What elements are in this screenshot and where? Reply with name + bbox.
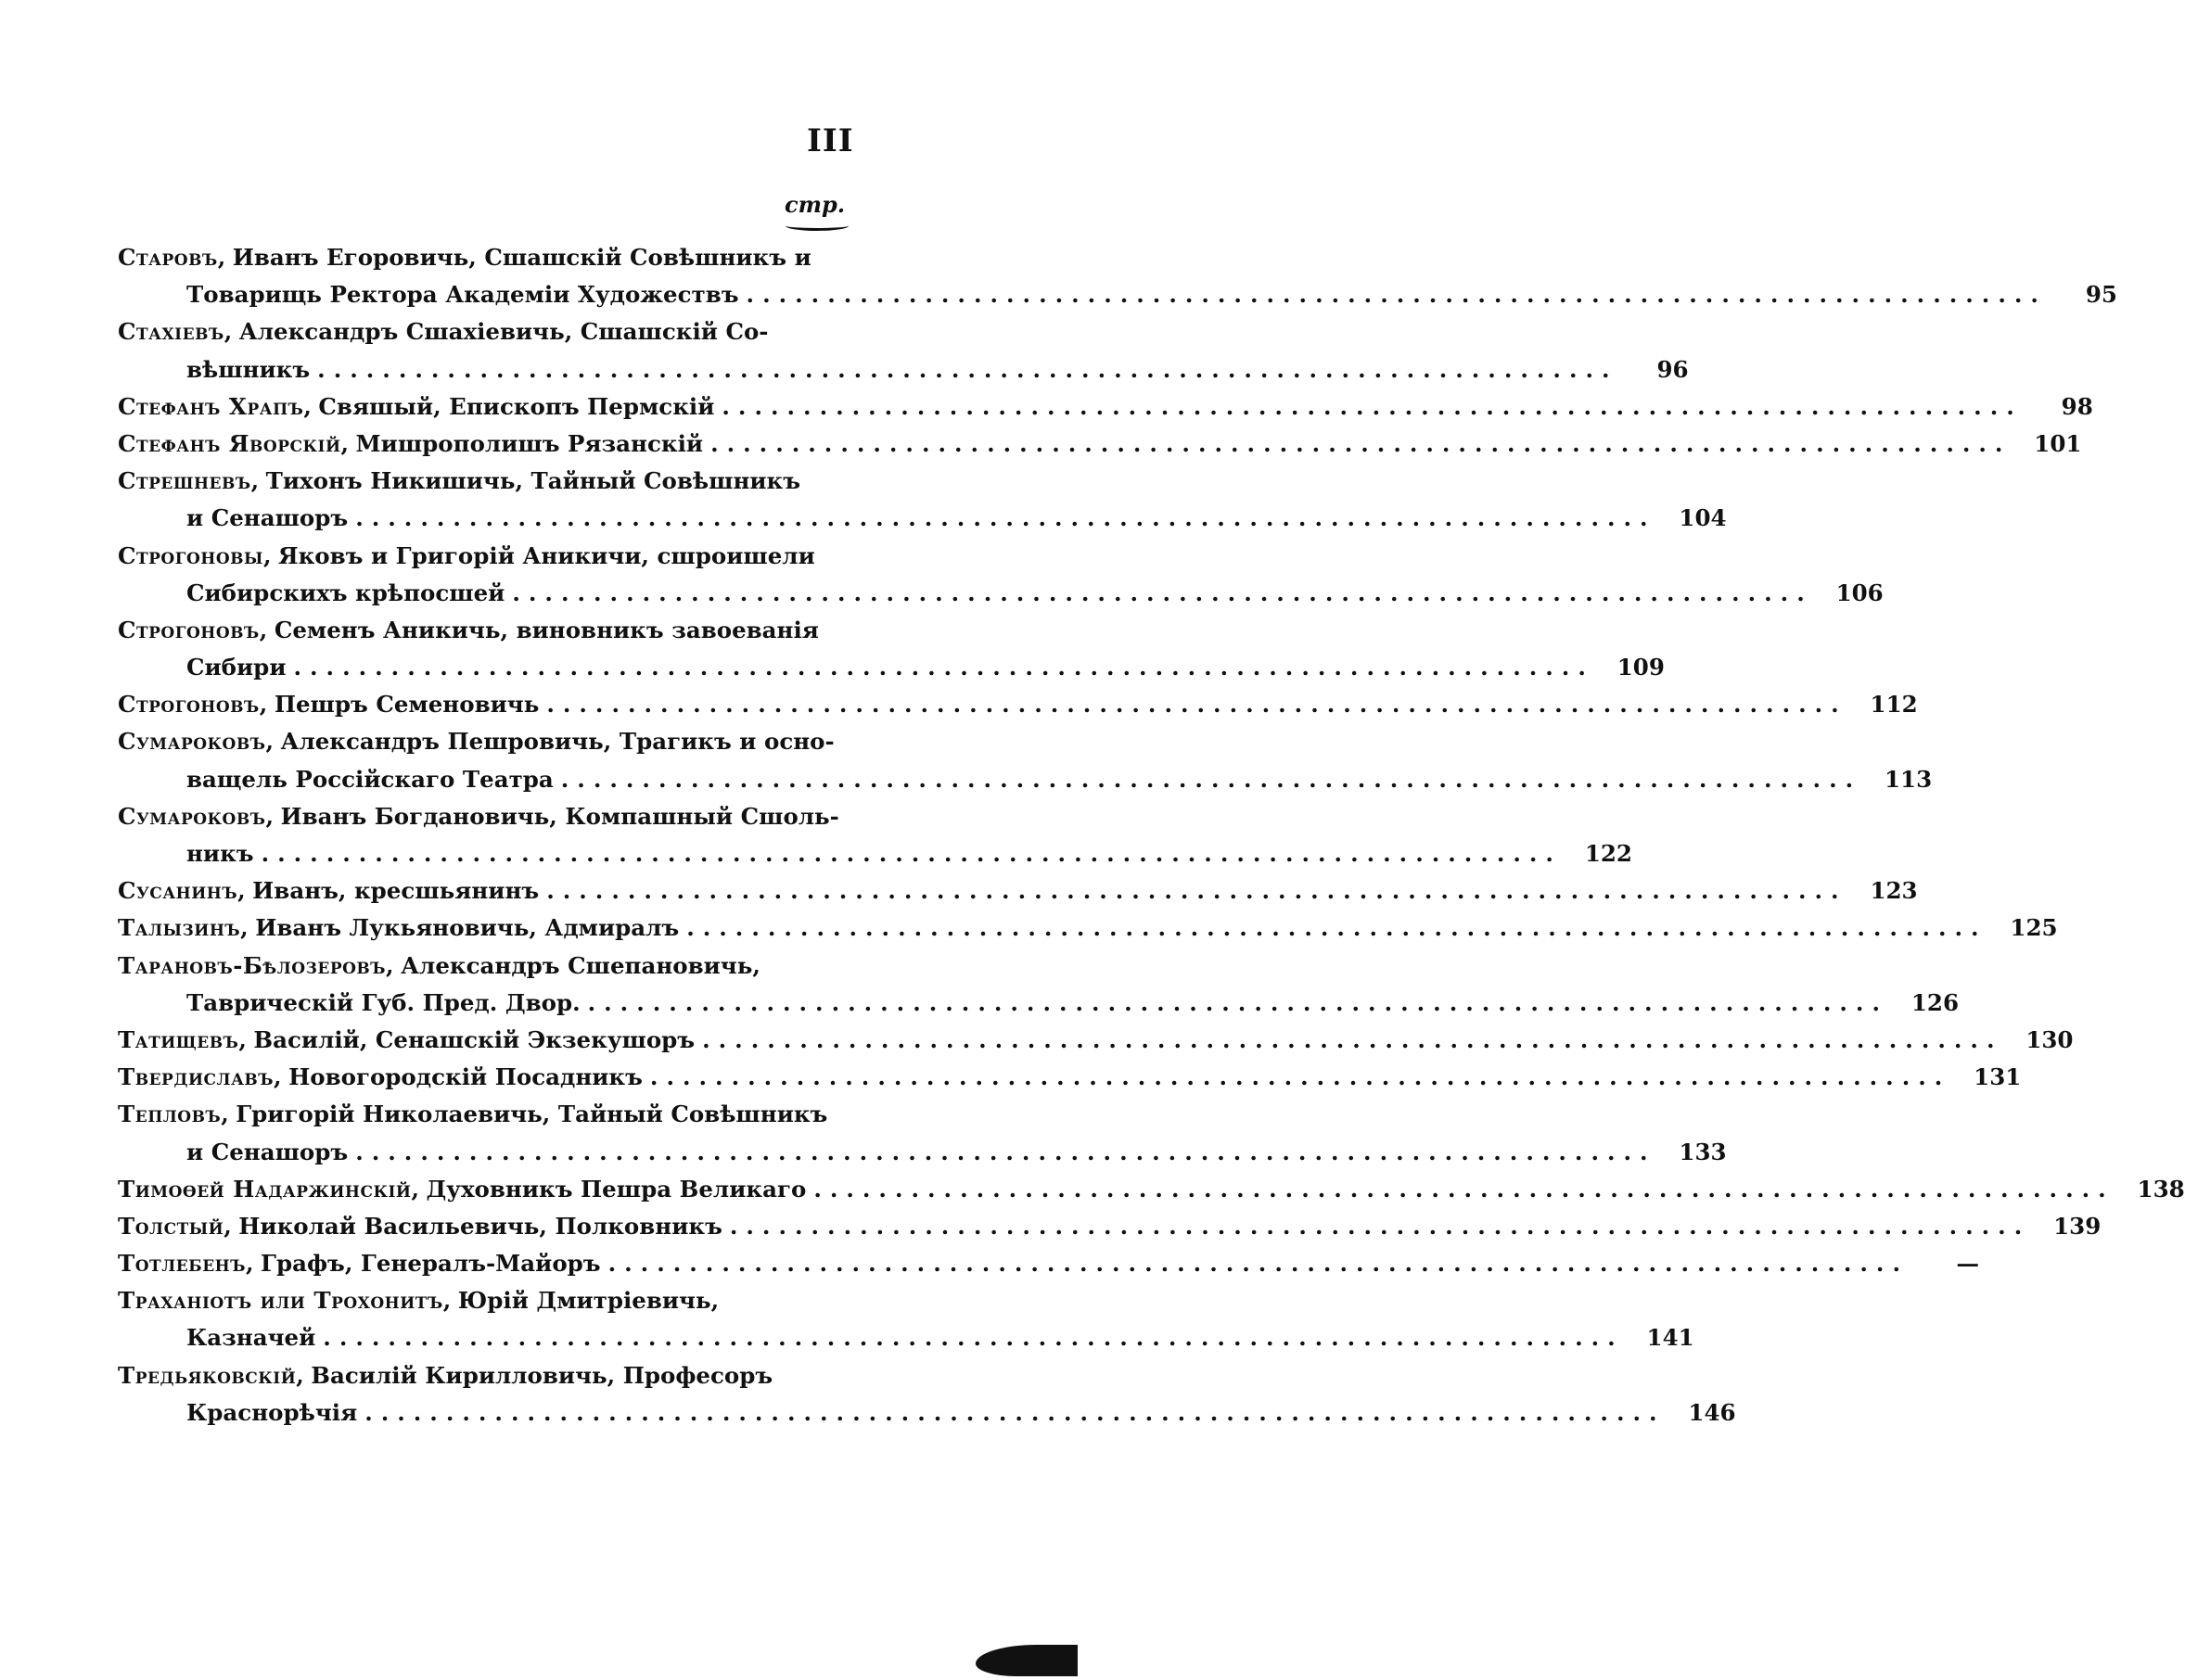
- toc-entry: [118, 612, 1665, 686]
- dot-leader: ................................................................................: [649, 1063, 1951, 1091]
- toc-entry-description: Василій, Сенашскій Экзекушоръ: [253, 1025, 696, 1053]
- dot-leader: ................................................................................: [746, 281, 2047, 309]
- toc-entry-description: Иванъ Богдановичь, Компашный Сшоль-: [280, 802, 839, 830]
- toc-entry-description: Мишрополишъ Рязанскій: [355, 429, 704, 457]
- toc-entry-description: Александръ Сшепановичь,: [401, 951, 760, 979]
- toc-entry-description: Казначей: [186, 1324, 316, 1352]
- toc-entry: [118, 538, 1884, 612]
- toc-entry-description: Яковъ и Григорій Аникичи, сшроишели: [278, 541, 815, 569]
- toc-entry-page: 126: [1910, 988, 1959, 1016]
- toc-entry-first-line: [118, 1059, 2022, 1096]
- toc-entry-description: и Сенашоръ: [186, 504, 349, 532]
- toc-entry-continuation-line: [118, 1134, 1727, 1171]
- table-of-contents: [118, 239, 2185, 1432]
- toc-entry-continuation-line: [118, 351, 1689, 388]
- toc-entry-first-line: [118, 426, 2082, 463]
- toc-entry: [118, 463, 1727, 537]
- toc-entry-description: Товарищь Ректора Академіи Художествъ: [186, 281, 739, 309]
- toc-entry-name: Сусанинъ,: [118, 877, 247, 905]
- dot-leader: ................................................................................: [355, 504, 1656, 532]
- toc-entry-description: Тихонъ Никишичь, Тайный Совѣшникъ: [265, 467, 801, 495]
- toc-entry-description: Сибири: [186, 654, 287, 681]
- dot-leader: ................................................................................: [261, 840, 1562, 867]
- toc-entry-first-line: [118, 239, 850, 276]
- toc-entry-description: ващель Россійскаго Театра: [186, 765, 554, 793]
- toc-entry-first-line: [118, 388, 2093, 426]
- toc-entry-description: Иванъ, кресшьянинъ: [252, 877, 540, 905]
- toc-entry-first-line: [118, 612, 850, 649]
- dot-leader: ................................................................................: [560, 765, 1862, 793]
- toc-entry-page: 98: [2061, 392, 2093, 420]
- dot-leader: ................................................................................: [587, 988, 1888, 1016]
- toc-entry-description: Пешръ Семеновичь: [274, 691, 540, 719]
- toc-entry: [118, 1245, 1979, 1282]
- toc-entry-continuation-line: [118, 649, 1665, 686]
- toc-entry-name: Стахіевъ,: [118, 318, 233, 346]
- toc-entry-description: Сибирскихъ крѣпосшей: [186, 579, 505, 606]
- dot-leader: ................................................................................: [546, 877, 1847, 905]
- toc-entry-first-line: [118, 538, 850, 575]
- toc-entry-description: никъ: [186, 840, 254, 867]
- toc-entry-name: Тредьяковскій,: [118, 1361, 305, 1389]
- toc-entry-description: Графъ, Генералъ-Майоръ: [261, 1250, 601, 1278]
- toc-entry-first-line: [118, 1208, 2102, 1245]
- toc-entry-first-line: [118, 1357, 850, 1394]
- ink-blot: [976, 1645, 1078, 1676]
- dot-leader: ................................................................................: [364, 1398, 1666, 1426]
- toc-entry-name: Тепловъ,: [118, 1101, 230, 1128]
- toc-entry-page: 109: [1616, 654, 1665, 681]
- toc-entry-continuation-line: [118, 835, 1632, 872]
- dot-leader: ................................................................................: [722, 392, 2023, 420]
- toc-entry-first-line: [118, 1282, 850, 1319]
- dot-leader: ................................................................................: [710, 429, 2012, 457]
- toc-entry-first-line: [118, 1096, 850, 1133]
- toc-entry: [118, 723, 1933, 797]
- toc-entry-page: 138: [2137, 1175, 2185, 1203]
- toc-entry-first-line: [118, 948, 850, 985]
- toc-entry-description: Василій Кирилловичь, Професоръ: [311, 1361, 773, 1389]
- toc-entry-first-line: [118, 872, 1918, 910]
- toc-entry-page: 131: [1974, 1063, 2022, 1091]
- toc-entry-page: 133: [1679, 1138, 1727, 1165]
- toc-entry-name: Траханіотъ или Трохонитъ,: [118, 1287, 452, 1315]
- toc-entry-continuation-line: [118, 575, 1884, 612]
- page-column-header: стр.: [785, 191, 846, 218]
- toc-entry-first-line: [118, 686, 1918, 723]
- dot-leader: ................................................................................: [317, 355, 1618, 383]
- dot-leader: ................................................................................: [607, 1250, 1909, 1278]
- toc-entry-page: 122: [1584, 840, 1632, 867]
- toc-entry-first-line: [118, 1171, 2185, 1208]
- toc-entry: [118, 948, 1959, 1022]
- toc-entry-first-line: [118, 1245, 1979, 1282]
- toc-entry-description: Александръ Пешровичь, Трагикъ и осно-: [280, 728, 835, 756]
- toc-entry-description: Семенъ Аникичь, виновникъ завоеванія: [274, 616, 819, 643]
- toc-entry-description: Иванъ Егоровичь, Сшашскій Совѣшникъ и: [232, 244, 811, 271]
- toc-entry: [118, 1022, 2074, 1059]
- toc-entry-page: 96: [1656, 355, 1689, 383]
- toc-entry-continuation-line: [118, 500, 1727, 537]
- dot-leader: ................................................................................: [546, 691, 1847, 719]
- toc-entry-description: Новогородскій Посадникъ: [288, 1063, 643, 1091]
- toc-entry-first-line: [118, 463, 850, 500]
- toc-entry-page: 146: [1688, 1398, 1736, 1426]
- toc-entry-page: 101: [2034, 429, 2082, 457]
- toc-entry-continuation-line: [118, 1319, 1694, 1356]
- toc-entry-name: Строгоновы,: [118, 541, 272, 569]
- toc-entry: [118, 798, 1632, 872]
- toc-entry-first-line: [118, 798, 850, 835]
- toc-entry: [118, 313, 1689, 388]
- toc-entry-page: 123: [1870, 877, 1918, 905]
- toc-entry-description: Юрій Дмитріевичь,: [457, 1287, 720, 1315]
- toc-entry: [118, 872, 1918, 910]
- dot-leader: ................................................................................: [702, 1025, 2003, 1053]
- toc-entry-description: Свяшый, Епископъ Пермскій: [318, 392, 715, 420]
- toc-entry-name: Талызинъ,: [118, 914, 249, 942]
- toc-entry: [118, 426, 2082, 463]
- toc-entry: [118, 1208, 2102, 1245]
- toc-entry-page: —: [1956, 1250, 1979, 1278]
- toc-entry-name: Толстый,: [118, 1212, 233, 1240]
- page-number: III: [807, 122, 854, 159]
- header-flourish: [786, 221, 849, 231]
- dot-leader: ................................................................................: [323, 1324, 1624, 1352]
- toc-entry: [118, 239, 2117, 313]
- dot-leader: ................................................................................: [355, 1138, 1656, 1165]
- dot-leader: ................................................................................: [729, 1212, 2031, 1240]
- toc-entry-name: Тарановъ-Бѣлозеровъ,: [118, 951, 395, 979]
- toc-entry-name: Тотлебенъ,: [118, 1250, 255, 1278]
- toc-entry-first-line: [118, 313, 850, 350]
- toc-entry-page: 130: [2025, 1025, 2074, 1053]
- toc-entry-name: Строгоновъ,: [118, 691, 268, 719]
- toc-entry-continuation-line: [118, 276, 2117, 313]
- toc-entry-description: Александръ Сшахіевичь, Сшашскій Со-: [238, 318, 769, 346]
- toc-entry-description: вѣшникъ: [186, 355, 311, 383]
- toc-entry-page: 112: [1870, 691, 1918, 719]
- toc-entry-page: 106: [1835, 579, 1884, 606]
- dot-leader: ................................................................................: [512, 579, 1813, 606]
- toc-entry-description: Духовникъ Пешра Великаго: [426, 1175, 807, 1203]
- toc-entry-continuation-line: [118, 1394, 1736, 1432]
- dot-leader: ................................................................................: [293, 654, 1594, 681]
- toc-entry: [118, 388, 2093, 426]
- toc-entry-description: и Сенашоръ: [186, 1138, 349, 1165]
- toc-entry: [118, 1059, 2022, 1096]
- toc-entry: [118, 910, 2058, 947]
- toc-entry: [118, 1282, 1694, 1356]
- toc-entry-name: Татищевъ,: [118, 1025, 248, 1053]
- toc-entry-name: Стефанъ Яворскій,: [118, 429, 350, 457]
- toc-entry: [118, 1171, 2185, 1208]
- toc-entry-page: 139: [2053, 1212, 2102, 1240]
- toc-entry-page: 113: [1884, 765, 1933, 793]
- toc-entry-first-line: [118, 1022, 2074, 1059]
- toc-entry-continuation-line: [118, 985, 1959, 1022]
- toc-entry-name: Стефанъ Храпъ,: [118, 392, 313, 420]
- toc-entry: [118, 1096, 1727, 1170]
- toc-entry-name: Тимоѳей Надаржинскій,: [118, 1175, 420, 1203]
- toc-entry-first-line: [118, 910, 2058, 947]
- toc-entry-page: 125: [2010, 914, 2058, 942]
- dot-leader: ................................................................................: [686, 914, 1987, 942]
- toc-entry-page: 104: [1679, 504, 1727, 532]
- toc-entry-description: Григорій Николаевичь, Тайный Совѣшникъ: [236, 1101, 828, 1128]
- toc-entry-description: Таврическій Губ. Пред. Двор.: [186, 988, 581, 1016]
- toc-entry-name: Строгоновъ,: [118, 616, 268, 643]
- toc-entry-continuation-line: [118, 761, 1933, 798]
- toc-entry: [118, 686, 1918, 723]
- toc-entry-name: Сумароковъ,: [118, 802, 275, 830]
- toc-entry-description: Иванъ Лукьяновичь, Адмиралъ: [255, 914, 680, 942]
- toc-entry-name: Сумароковъ,: [118, 728, 275, 756]
- toc-entry-name: Твердиславъ,: [118, 1063, 283, 1091]
- toc-entry-description: Николай Васильевичь, Полковникъ: [238, 1212, 722, 1240]
- toc-entry-name: Старовъ,: [118, 244, 226, 271]
- toc-entry-first-line: [118, 723, 850, 760]
- toc-entry-page: 95: [2085, 281, 2117, 309]
- toc-entry: [118, 1357, 1736, 1432]
- toc-entry-description: Краснорѣчія: [186, 1398, 358, 1426]
- toc-entry-page: 141: [1646, 1324, 1694, 1352]
- toc-entry-name: Стрешневъ,: [118, 467, 260, 495]
- dot-leader: ................................................................................: [813, 1175, 2115, 1203]
